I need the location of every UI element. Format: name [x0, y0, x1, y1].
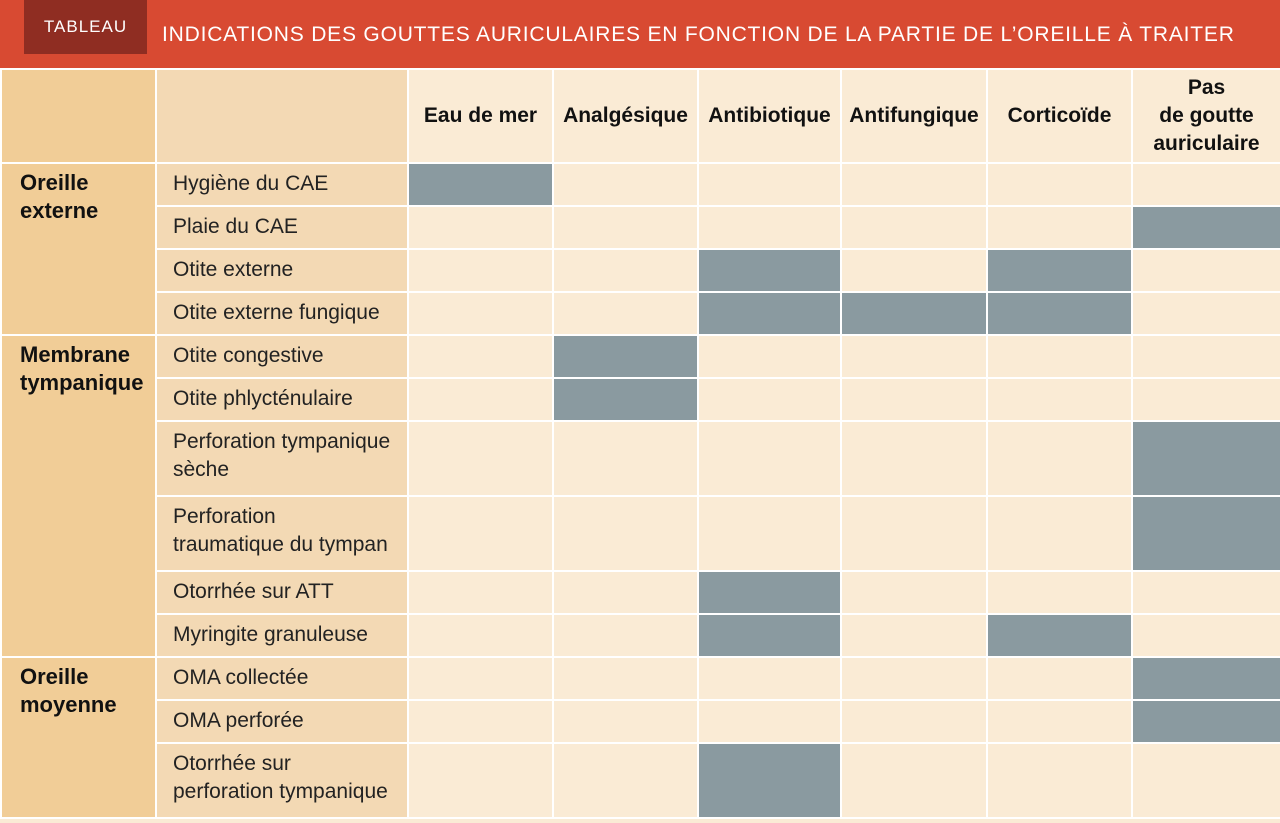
empty-cell	[841, 657, 987, 700]
condition-label: Otite externe fungique	[156, 292, 408, 335]
empty-cell	[1132, 571, 1280, 614]
condition-label: OMA perforée	[156, 700, 408, 743]
column-header: Analgésique	[553, 69, 698, 163]
table-row	[1, 421, 1280, 496]
indicated-cell	[1132, 421, 1280, 496]
column-header: Corticoïde	[987, 69, 1132, 163]
table-row	[1, 571, 1280, 614]
table-row	[1, 496, 1280, 571]
table-row	[1, 378, 1280, 421]
empty-cell	[408, 743, 553, 818]
indicated-cell	[553, 335, 698, 378]
empty-cell	[841, 700, 987, 743]
condition-label: Hygiène du CAE	[156, 163, 408, 206]
empty-cell	[1132, 292, 1280, 335]
table-body	[1, 163, 1280, 818]
empty-cell	[408, 249, 553, 292]
empty-cell	[841, 496, 987, 571]
column-header: Pas de goutte auriculaire	[1132, 69, 1280, 163]
indicated-cell	[1132, 206, 1280, 249]
empty-cell	[553, 206, 698, 249]
indicated-cell	[408, 163, 553, 206]
empty-cell	[698, 163, 841, 206]
empty-cell	[553, 571, 698, 614]
empty-cell	[408, 657, 553, 700]
indicated-cell	[698, 571, 841, 614]
table-row	[1, 743, 1280, 818]
empty-cell	[408, 700, 553, 743]
empty-cell	[987, 571, 1132, 614]
table-title: INDICATIONS DES GOUTTES AURICULAIRES EN FONCTION DE LA PARTIE DE L’OREILLE À TRAITER	[162, 23, 1235, 46]
condition-label: Perforation tympanique sèche	[156, 421, 408, 496]
column-header: Eau de mer	[408, 69, 553, 163]
indications-table	[0, 68, 1280, 819]
empty-cell	[408, 206, 553, 249]
empty-cell	[1132, 614, 1280, 657]
empty-cell	[408, 292, 553, 335]
table-row	[1, 249, 1280, 292]
empty-cell	[553, 163, 698, 206]
empty-cell	[1132, 743, 1280, 818]
empty-cell	[841, 378, 987, 421]
empty-cell	[553, 292, 698, 335]
empty-cell	[408, 421, 553, 496]
header-row	[1, 69, 1280, 163]
empty-cell	[987, 496, 1132, 571]
empty-cell	[987, 700, 1132, 743]
ear-part-label: Oreille moyenne	[1, 657, 156, 818]
indicated-cell	[698, 743, 841, 818]
condition-label: Otite congestive	[156, 335, 408, 378]
indicated-cell	[987, 249, 1132, 292]
indicated-cell	[1132, 496, 1280, 571]
indicated-cell	[987, 614, 1132, 657]
header-empty-condition	[156, 69, 408, 163]
empty-cell	[553, 614, 698, 657]
condition-label: Otorrhée sur ATT	[156, 571, 408, 614]
condition-label: Plaie du CAE	[156, 206, 408, 249]
empty-cell	[987, 421, 1132, 496]
empty-cell	[987, 378, 1132, 421]
tableau-tag: TABLEAU	[24, 0, 147, 54]
ear-part-label: Membrane tympanique	[1, 335, 156, 657]
condition-label: OMA collectée	[156, 657, 408, 700]
empty-cell	[698, 496, 841, 571]
empty-cell	[987, 335, 1132, 378]
indicated-cell	[841, 292, 987, 335]
empty-cell	[698, 378, 841, 421]
title-bar	[0, 0, 1280, 68]
empty-cell	[841, 163, 987, 206]
condition-label: Otite externe	[156, 249, 408, 292]
table-row	[1, 657, 1280, 700]
indicated-cell	[553, 378, 698, 421]
empty-cell	[841, 571, 987, 614]
empty-cell	[408, 614, 553, 657]
empty-cell	[553, 700, 698, 743]
empty-cell	[698, 335, 841, 378]
indicated-cell	[698, 249, 841, 292]
empty-cell	[841, 743, 987, 818]
header-empty-group	[1, 69, 156, 163]
empty-cell	[698, 657, 841, 700]
empty-cell	[1132, 335, 1280, 378]
empty-cell	[408, 378, 553, 421]
condition-label: Otorrhée sur perforation tympanique	[156, 743, 408, 818]
table-row	[1, 700, 1280, 743]
empty-cell	[987, 206, 1132, 249]
empty-cell	[553, 743, 698, 818]
table-row	[1, 163, 1280, 206]
empty-cell	[698, 421, 841, 496]
indicated-cell	[1132, 700, 1280, 743]
empty-cell	[841, 614, 987, 657]
empty-cell	[1132, 249, 1280, 292]
table-row	[1, 206, 1280, 249]
empty-cell	[1132, 378, 1280, 421]
empty-cell	[553, 249, 698, 292]
indicated-cell	[987, 292, 1132, 335]
empty-cell	[841, 421, 987, 496]
empty-cell	[987, 163, 1132, 206]
empty-cell	[408, 496, 553, 571]
empty-cell	[841, 249, 987, 292]
ear-part-label: Oreille externe	[1, 163, 156, 335]
column-header: Antibiotique	[698, 69, 841, 163]
table-row	[1, 292, 1280, 335]
empty-cell	[841, 206, 987, 249]
empty-cell	[841, 335, 987, 378]
table-row	[1, 614, 1280, 657]
empty-cell	[698, 700, 841, 743]
empty-cell	[408, 335, 553, 378]
indicated-cell	[1132, 657, 1280, 700]
empty-cell	[987, 743, 1132, 818]
empty-cell	[553, 657, 698, 700]
empty-cell	[987, 657, 1132, 700]
condition-label: Myringite granuleuse	[156, 614, 408, 657]
empty-cell	[408, 571, 553, 614]
empty-cell	[553, 496, 698, 571]
empty-cell	[1132, 163, 1280, 206]
indicated-cell	[698, 614, 841, 657]
indicated-cell	[698, 292, 841, 335]
column-header: Antifungique	[841, 69, 987, 163]
condition-label: Otite phlycténulaire	[156, 378, 408, 421]
empty-cell	[553, 421, 698, 496]
table-row	[1, 335, 1280, 378]
condition-label: Perforation traumatique du tympan	[156, 496, 408, 571]
empty-cell	[698, 206, 841, 249]
